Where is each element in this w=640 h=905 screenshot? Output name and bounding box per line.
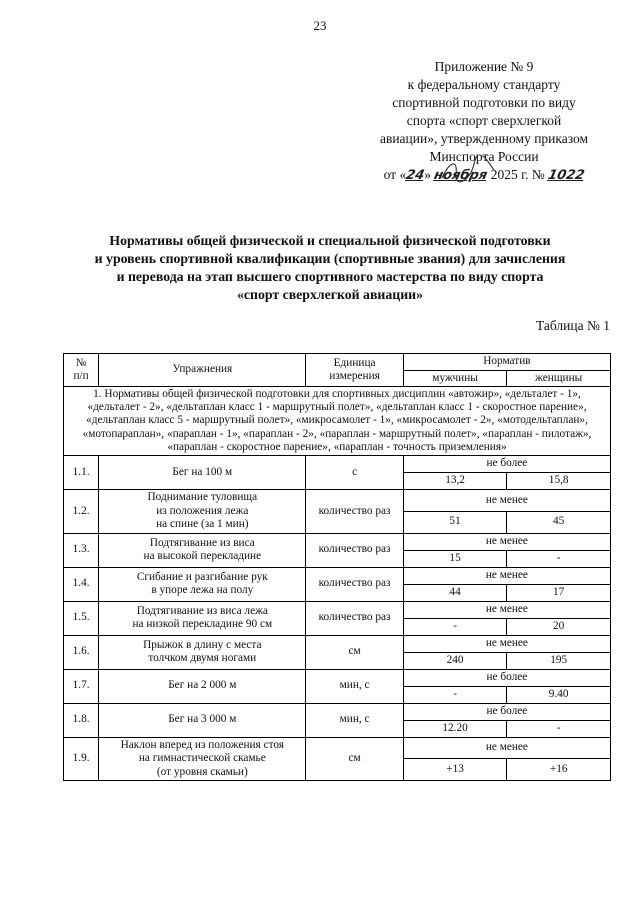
row-num: 1.1. (64, 456, 99, 490)
row-exercise: Бег на 2 000 м (99, 669, 306, 703)
row-num: 1.8. (64, 703, 99, 737)
row-women-value: 17 (507, 584, 611, 601)
row-num: 1.2. (64, 490, 99, 534)
header-norm: Норматив (403, 354, 610, 371)
appendix-line: к федеральному стандарту (407, 77, 561, 92)
row-women-value: 9.40 (507, 686, 611, 703)
row-unit: с (306, 456, 403, 490)
row-num: 1.9. (64, 737, 99, 781)
row-unit: мин, с (306, 703, 403, 737)
appendix-line: Минспорта России (429, 149, 539, 164)
appendix-line: Приложение № 9 (434, 59, 534, 74)
row-qualifier: не более (403, 703, 610, 720)
row-num: 1.7. (64, 669, 99, 703)
row-women-value: +16 (507, 759, 611, 781)
row-unit: количество раз (306, 567, 403, 601)
section-heading: 1. Нормативы общей физической подготовки для спортивных дисциплин «автожир», «дельталет - 1», «дельталет - 2», «дельтаплан класс 1 - маршрутный полет», «дельтаплан класс 1 - скоростное парение», «дельтаплан класс 5 - маршрутный полет», «микросамолет - 1», «микросамолет - 2», «мотодельтаплан», «мотопараплан», «параплан - 1», «параплан - 2», «параплан - маршрутный полет», «параплан - пилотаж», «параплан - скоростное парение», «параплан - точность приземления» (64, 387, 611, 456)
row-men-value: 12.20 (403, 720, 507, 737)
row-unit: количество раз (306, 490, 403, 534)
row-exercise: Бег на 3 000 м (99, 703, 306, 737)
row-men-value: - (403, 618, 507, 635)
row-qualifier: не менее (403, 490, 610, 512)
row-qualifier: не менее (403, 635, 610, 652)
row-unit: см (306, 635, 403, 669)
row-women-value: 15,8 (507, 473, 611, 490)
table-label: Таблица № 1 (536, 318, 610, 333)
row-exercise: Поднимание туловища из положения лежа на спине (за 1 мин) (99, 490, 306, 534)
row-qualifier: не менее (403, 601, 610, 618)
appendix-block (360, 58, 608, 185)
appendix-line: спорта «спорт сверхлегкой (406, 113, 562, 128)
table-row (64, 635, 611, 652)
order-prefix: от « (383, 167, 407, 182)
row-women-value: 45 (507, 511, 611, 533)
table-row (64, 737, 611, 759)
table-row (64, 456, 611, 473)
row-men-value: +13 (403, 759, 507, 781)
row-unit: см (306, 737, 403, 781)
row-qualifier: не менее (403, 533, 610, 550)
title-line: «спорт сверхлегкой авиации» (237, 287, 423, 302)
row-num: 1.6. (64, 635, 99, 669)
row-num: 1.3. (64, 533, 99, 567)
row-men-value: 15 (403, 550, 507, 567)
title-line: и перевода на этап высшего спортивного мастерства по виду спорта (116, 269, 544, 284)
row-exercise: Прыжок в длину с места толчком двумя ногами (99, 635, 306, 669)
appendix-line: спортивной подготовки по виду (392, 95, 576, 110)
row-exercise: Подтягивание из виса лежа на низкой перекладине 90 см (99, 601, 306, 635)
row-qualifier: не более (403, 456, 610, 473)
row-qualifier: не более (403, 669, 610, 686)
order-mid: » (424, 167, 432, 182)
row-men-value: 240 (403, 652, 507, 669)
order-month: ноября (432, 168, 490, 183)
row-qualifier: не менее (403, 567, 610, 584)
order-day: 24 (404, 168, 426, 183)
row-unit: количество раз (306, 533, 403, 567)
table-row (64, 601, 611, 618)
table-row (64, 669, 611, 686)
table-row (64, 703, 611, 720)
header-exercise: Упражнения (99, 354, 306, 387)
row-num: 1.4. (64, 567, 99, 601)
table-row (64, 533, 611, 550)
row-num: 1.5. (64, 601, 99, 635)
row-qualifier: не менее (403, 737, 610, 759)
row-unit: количество раз (306, 601, 403, 635)
row-women-value: - (507, 550, 611, 567)
order-year: 2025 г. № (490, 167, 545, 182)
table-row (64, 490, 611, 512)
header-unit: Единица измерения (306, 354, 403, 387)
row-women-value: 20 (507, 618, 611, 635)
title-line: и уровень спортивной квалификации (спортивные звания) для зачисления (94, 251, 566, 266)
row-exercise: Бег на 100 м (99, 456, 306, 490)
row-men-value: - (403, 686, 507, 703)
table-row (64, 567, 611, 584)
row-men-value: 51 (403, 511, 507, 533)
row-women-value: 195 (507, 652, 611, 669)
row-men-value: 13,2 (403, 473, 507, 490)
header-women: женщины (507, 370, 611, 387)
row-exercise: Сгибание и разгибание рук в упоре лежа на полу (99, 567, 306, 601)
title-line: Нормативы общей физической и специальной физической подготовки (109, 233, 551, 248)
appendix-line: авиации», утвержденному приказом (379, 131, 589, 146)
document-title (60, 232, 600, 304)
row-women-value: - (507, 720, 611, 737)
row-exercise: Подтягивание из виса на высокой перекладине (99, 533, 306, 567)
order-reference (360, 166, 608, 185)
header-num: № п/п (64, 354, 99, 387)
row-exercise: Наклон вперед из положения стоя на гимнастической скамье (от уровня скамьи) (99, 737, 306, 781)
page-number: 23 (313, 18, 327, 33)
norms-table (63, 353, 611, 781)
header-men: мужчины (403, 370, 507, 387)
order-number: 1022 (546, 168, 587, 183)
row-unit: мин, с (306, 669, 403, 703)
row-men-value: 44 (403, 584, 507, 601)
